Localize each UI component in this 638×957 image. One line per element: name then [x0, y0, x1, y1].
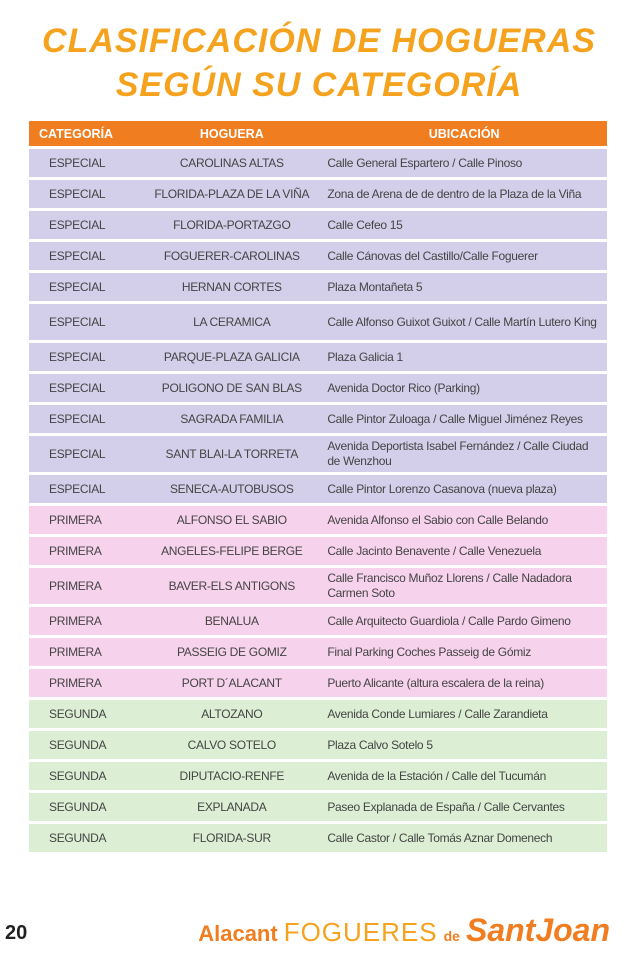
cell-categoria: PRIMERA	[29, 506, 142, 534]
cell-ubicacion: Avenida de la Estación / Calle del Tucumán	[321, 762, 607, 790]
cell-hoguera: ALFONSO EL SABIO	[142, 506, 321, 534]
table-row	[29, 475, 607, 503]
cell-ubicacion: Calle Pintor Zuloaga / Calle Miguel Jiménez Reyes	[321, 405, 607, 433]
cell-categoria: SEGUNDA	[29, 824, 142, 852]
page-number: 20	[5, 922, 28, 944]
cell-hoguera: SANT BLAI-LA TORRETA	[142, 436, 321, 472]
brand-de: de	[443, 928, 460, 944]
cell-hoguera: CAROLINAS ALTAS	[142, 149, 321, 177]
table-row	[29, 793, 607, 821]
cell-ubicacion: Calle General Espartero / Calle Pinoso	[321, 149, 607, 177]
cell-categoria: PRIMERA	[29, 537, 142, 565]
cell-ubicacion: Final Parking Coches Passeig de Gómiz	[321, 638, 607, 666]
table-row	[29, 304, 607, 340]
table-row	[29, 506, 607, 534]
header-hoguera: HOGUERA	[142, 121, 321, 146]
cell-categoria: ESPECIAL	[29, 149, 142, 177]
cell-ubicacion: Calle Alfonso Guixot Guixot / Calle Martín Lutero King	[321, 304, 607, 340]
cell-categoria: PRIMERA	[29, 607, 142, 635]
cell-ubicacion: Calle Cánovas del Castillo/Calle Foguerer	[321, 242, 607, 270]
cell-categoria: SEGUNDA	[29, 762, 142, 790]
table-row	[29, 149, 607, 177]
cell-hoguera: FLORIDA-PLAZA DE LA VIÑA	[142, 180, 321, 208]
table-row	[29, 436, 607, 472]
cell-categoria: ESPECIAL	[29, 211, 142, 239]
cell-categoria: ESPECIAL	[29, 405, 142, 433]
cell-categoria: PRIMERA	[29, 568, 142, 604]
cell-hoguera: ANGELES-FELIPE BERGE	[142, 537, 321, 565]
table-row	[29, 211, 607, 239]
cell-hoguera: HERNAN CORTES	[142, 273, 321, 301]
cell-hoguera: DIPUTACIO-RENFE	[142, 762, 321, 790]
hogueras-table	[29, 118, 607, 855]
cell-ubicacion: Avenida Doctor Rico (Parking)	[321, 374, 607, 402]
cell-ubicacion: Plaza Montañeta 5	[321, 273, 607, 301]
table-row	[29, 638, 607, 666]
cell-categoria: ESPECIAL	[29, 343, 142, 371]
table-row	[29, 374, 607, 402]
cell-categoria: SEGUNDA	[29, 793, 142, 821]
cell-ubicacion: Avenida Alfonso el Sabio con Calle Belando	[321, 506, 607, 534]
cell-categoria: SEGUNDA	[29, 731, 142, 759]
table-row	[29, 824, 607, 852]
cell-ubicacion: Calle Castor / Calle Tomás Aznar Domenech	[321, 824, 607, 852]
cell-categoria: ESPECIAL	[29, 374, 142, 402]
table-header-row	[29, 121, 607, 146]
cell-categoria: ESPECIAL	[29, 242, 142, 270]
cell-ubicacion: Avenida Deportista Isabel Fernández / Calle Ciudad de Wenzhou	[321, 436, 607, 472]
cell-ubicacion: Puerto Alicante (altura escalera de la reina)	[321, 669, 607, 697]
brand-logo	[198, 912, 610, 950]
page-title-line-1: CLASIFICACIÓN DE HOGUERAS	[42, 22, 596, 60]
cell-ubicacion: Plaza Calvo Sotelo 5	[321, 731, 607, 759]
table-row	[29, 568, 607, 604]
cell-ubicacion: Calle Francisco Muñoz Llorens / Calle Nadadora Carmen Soto	[321, 568, 607, 604]
table-row	[29, 669, 607, 697]
cell-hoguera: BENALUA	[142, 607, 321, 635]
cell-hoguera: FLORIDA-SUR	[142, 824, 321, 852]
cell-ubicacion: Calle Pintor Lorenzo Casanova (nueva plaza)	[321, 475, 607, 503]
cell-categoria: ESPECIAL	[29, 180, 142, 208]
cell-categoria: PRIMERA	[29, 638, 142, 666]
cell-ubicacion: Calle Cefeo 15	[321, 211, 607, 239]
cell-categoria: SEGUNDA	[29, 700, 142, 728]
cell-hoguera: FOGUERER-CAROLINAS	[142, 242, 321, 270]
table-row	[29, 700, 607, 728]
cell-categoria: ESPECIAL	[29, 273, 142, 301]
cell-categoria: ESPECIAL	[29, 304, 142, 340]
header-ubicacion: UBICACIÓN	[321, 121, 607, 146]
cell-hoguera: PORT D´ALACANT	[142, 669, 321, 697]
table-row	[29, 762, 607, 790]
header-categoria: CATEGORÍA	[29, 121, 142, 146]
cell-ubicacion: Zona de Arena de de dentro de la Plaza de la Viña	[321, 180, 607, 208]
cell-ubicacion: Plaza Galicia 1	[321, 343, 607, 371]
brand-santjoan: SantJoan	[465, 912, 610, 948]
table-row	[29, 273, 607, 301]
cell-hoguera: SAGRADA FAMILIA	[142, 405, 321, 433]
cell-categoria: ESPECIAL	[29, 475, 142, 503]
cell-hoguera: ALTOZANO	[142, 700, 321, 728]
cell-categoria: PRIMERA	[29, 669, 142, 697]
cell-ubicacion: Avenida Conde Lumiares / Calle Zarandieta	[321, 700, 607, 728]
cell-hoguera: PASSEIG DE GOMIZ	[142, 638, 321, 666]
cell-ubicacion: Paseo Explanada de España / Calle Cervantes	[321, 793, 607, 821]
cell-hoguera: LA CERAMICA	[142, 304, 321, 340]
table-row	[29, 343, 607, 371]
brand-fogueres: FOGUERES	[283, 917, 438, 947]
table-row	[29, 731, 607, 759]
table-row	[29, 607, 607, 635]
brand-alacant: Alacant	[198, 921, 278, 946]
cell-hoguera: PARQUE-PLAZA GALICIA	[142, 343, 321, 371]
cell-hoguera: BAVER-ELS ANTIGONS	[142, 568, 321, 604]
table-row	[29, 405, 607, 433]
cell-hoguera: FLORIDA-PORTAZGO	[142, 211, 321, 239]
cell-hoguera: EXPLANADA	[142, 793, 321, 821]
table-row	[29, 537, 607, 565]
cell-hoguera: POLIGONO DE SAN BLAS	[142, 374, 321, 402]
cell-hoguera: SENECA-AUTOBUSOS	[142, 475, 321, 503]
table-row	[29, 242, 607, 270]
page-title-line-2: SEGÚN SU CATEGORÍA	[115, 66, 523, 104]
table-row	[29, 180, 607, 208]
cell-ubicacion: Calle Jacinto Benavente / Calle Venezuela	[321, 537, 607, 565]
cell-categoria: ESPECIAL	[29, 436, 142, 472]
cell-ubicacion: Calle Arquitecto Guardiola / Calle Pardo Gimeno	[321, 607, 607, 635]
cell-hoguera: CALVO SOTELO	[142, 731, 321, 759]
